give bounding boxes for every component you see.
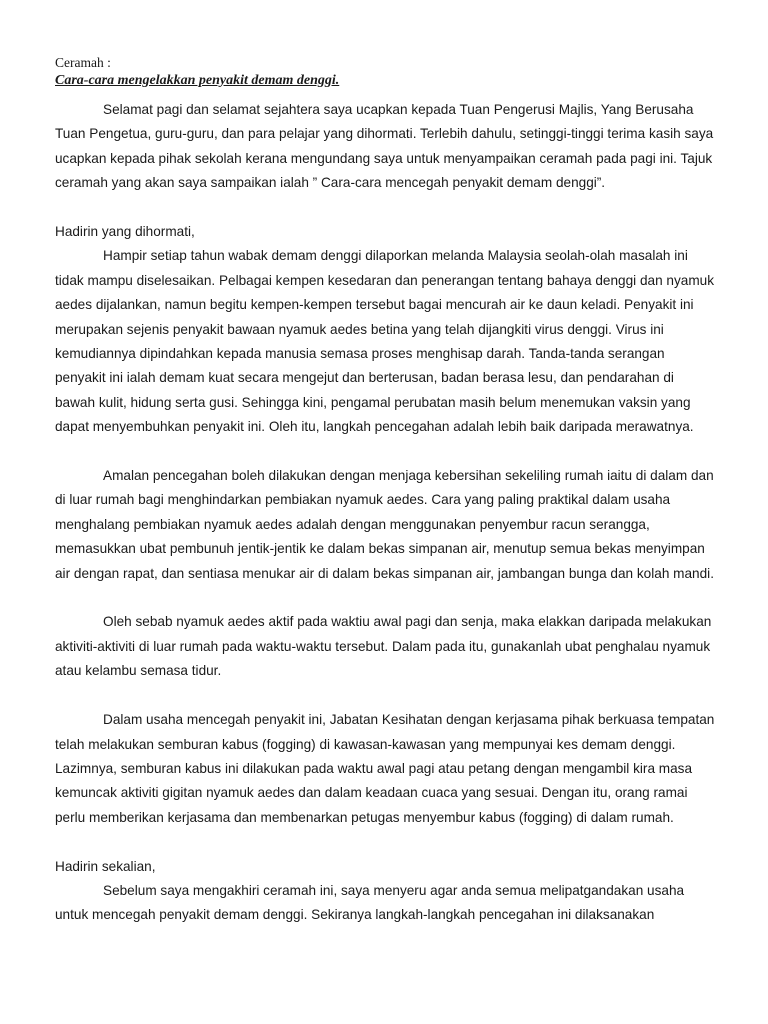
paragraph-penutup: Sebelum saya mengakhiri ceramah ini, saya menyeru agar anda semua melipatgandakan usaha untuk mencegah penyakit demam denggi. Sekiranya langkah-langkah pencegahan ini dilaksanakan	[55, 882, 685, 923]
paragraph-semburan-kabus: Dalam usaha mencegah penyakit ini, Jabatan Kesihatan dengan kerjasama pihak berkuasa tempatan telah melakukan semburan kabus (fogging) di kawasan-kawasan yang mempunyai kes demam denggi. Lazimnya, semburan kabus ini dilakukan pada waktu awal pagi atau petang dengan mengambil kira masa kemuncak aktiviti gigitan nyamuk aedes dan dalam keadaan cuaca yang sesuai. Dengan itu, orang ramai perlu memberikan kerjasama dan membenarkan petugas menyembur kabus (fogging) di dalam rumah.	[55, 712, 715, 825]
paragraph-opening: Selamat pagi dan selamat sejahtera saya ucapkan kepada Tuan Pengerusi Majlis, Yang Berusaha Tuan Pengetua, guru-guru, dan para pelajar yang dihormati. Terlebih dahulu, setinggi-tinggi terima kasih saya ucapkan kepada pihak sekolah kerana mengundang saya untuk menyampaikan ceramah pada pagi ini. Tajuk ceramah yang akan saya sampaikan ialah ” Cara-cara mencegah penyakit demam denggi”.	[55, 102, 714, 191]
document-page	[55, 54, 717, 952]
paragraph-amalan-pencegahan: Amalan pencegahan boleh dilakukan dengan menjaga kebersihan sekeliling rumah iaitu di dalam dan di luar rumah bagi menghindarkan pembiakan nyamuk aedes. Cara yang paling praktikal dalam usaha menghalang pembiakan nyamuk aedes adalah dengan menggunakan penyembur racun serangga, memasukkan ubat pembunuh jentik-jentik ke dalam bekas simpanan air, menutup semua bekas menyimpan air dengan rapat, dan sentiasa menukar air di dalam bekas simpanan air, jambangan bunga dan kolah mandi.	[55, 468, 714, 581]
document-title: Cara-cara mengelakkan penyakit demam denggi.	[55, 73, 340, 88]
paragraph-nyamuk-aktif: Oleh sebab nyamuk aedes aktif pada waktiu awal pagi dan senja, maka elakkan daripada melakukan aktiviti-aktiviti di luar rumah pada waktu-waktu tersebut. Dalam pada itu, gunakanlah ubat penghalau nyamuk atau kelambu semasa tidur.	[55, 614, 712, 679]
paragraph-wabak-denggi: Hampir setiap tahun wabak demam denggi dilaporkan melanda Malaysia seolah-olah masalah ini tidak mampu diselesaikan. Pelbagai kempen kesedaran dan penerangan tentang bahaya denggi dan nyamuk aedes dijalankan, namun begitu kempen-kempen tersebut bagai mencurah air ke daun keladi. Penyakit ini merupakan sejenis penyakit bawaan nyamuk aedes betina yang telah dijangkiti virus denggi. Virus ini kemudiannya dipindahkan kepada manusia semasa proses menghisap darah. Tanda-tanda serangan penyakit ini ialah demam kuat secara mengejut dan berterusan, badan berasa lesu, dan pendarahan di bawah kulit, hidung serta gusi. Sehingga kini, pengamal perubatan masih belum menemukan vaksin yang dapat menyembuhkan penyakit ini. Oleh itu, langkah pencegahan adalah lebih baik daripada merawatnya.	[55, 248, 715, 435]
greeting-hadirin-dihormati: Hadirin yang dihormati,	[55, 224, 195, 240]
document-label: Ceramah :	[55, 55, 111, 70]
greeting-hadirin-sekalian: Hadirin sekalian,	[55, 858, 156, 874]
